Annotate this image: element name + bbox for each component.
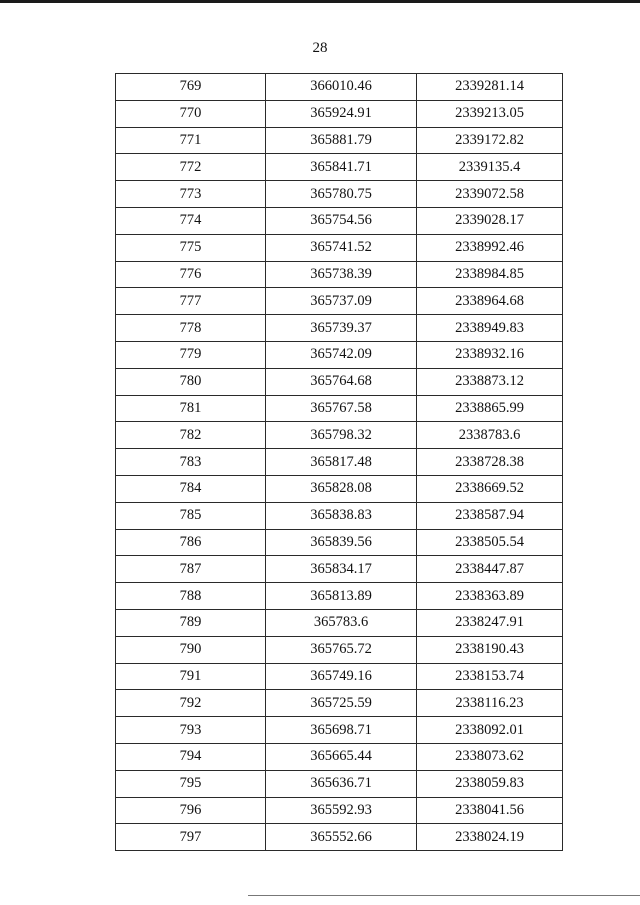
y-coordinate-cell: 2339213.05 — [417, 100, 563, 127]
point-number-cell: 789 — [116, 609, 266, 636]
point-number-cell: 784 — [116, 475, 266, 502]
y-coordinate-cell: 2339172.82 — [417, 127, 563, 154]
table-row — [116, 449, 563, 476]
x-coordinate-cell: 365813.89 — [266, 583, 417, 610]
y-coordinate-cell: 2338984.85 — [417, 261, 563, 288]
point-number-cell: 779 — [116, 341, 266, 368]
point-number-cell: 778 — [116, 315, 266, 342]
coordinate-table-body — [116, 74, 563, 851]
x-coordinate-cell: 365738.39 — [266, 261, 417, 288]
point-number-cell: 791 — [116, 663, 266, 690]
table-row — [116, 583, 563, 610]
y-coordinate-cell: 2339072.58 — [417, 181, 563, 208]
table-row — [116, 717, 563, 744]
point-number-cell: 773 — [116, 181, 266, 208]
y-coordinate-cell: 2338073.62 — [417, 743, 563, 770]
table-row — [116, 127, 563, 154]
x-coordinate-cell: 365765.72 — [266, 636, 417, 663]
y-coordinate-cell: 2338092.01 — [417, 717, 563, 744]
point-number-cell: 775 — [116, 234, 266, 261]
table-row — [116, 154, 563, 181]
table-row — [116, 181, 563, 208]
page-top-edge — [0, 0, 640, 3]
table-row — [116, 690, 563, 717]
y-coordinate-cell: 2338116.23 — [417, 690, 563, 717]
point-number-cell: 790 — [116, 636, 266, 663]
y-coordinate-cell: 2338783.6 — [417, 422, 563, 449]
table-row — [116, 502, 563, 529]
x-coordinate-cell: 365665.44 — [266, 743, 417, 770]
table-row — [116, 609, 563, 636]
y-coordinate-cell: 2338932.16 — [417, 341, 563, 368]
point-number-cell: 787 — [116, 556, 266, 583]
x-coordinate-cell: 365838.83 — [266, 502, 417, 529]
point-number-cell: 795 — [116, 770, 266, 797]
page-bottom-rule — [248, 895, 640, 896]
table-row — [116, 663, 563, 690]
table-row — [116, 315, 563, 342]
table-row — [116, 556, 563, 583]
x-coordinate-cell: 365767.58 — [266, 395, 417, 422]
x-coordinate-cell: 365739.37 — [266, 315, 417, 342]
x-coordinate-cell: 365924.91 — [266, 100, 417, 127]
x-coordinate-cell: 365742.09 — [266, 341, 417, 368]
x-coordinate-cell: 365698.71 — [266, 717, 417, 744]
table-row — [116, 207, 563, 234]
point-number-cell: 788 — [116, 583, 266, 610]
table-row — [116, 743, 563, 770]
y-coordinate-cell: 2338505.54 — [417, 529, 563, 556]
y-coordinate-cell: 2338587.94 — [417, 502, 563, 529]
x-coordinate-cell: 365725.59 — [266, 690, 417, 717]
x-coordinate-cell: 365780.75 — [266, 181, 417, 208]
y-coordinate-cell: 2338247.91 — [417, 609, 563, 636]
y-coordinate-cell: 2338873.12 — [417, 368, 563, 395]
y-coordinate-cell: 2338865.99 — [417, 395, 563, 422]
y-coordinate-cell: 2339028.17 — [417, 207, 563, 234]
point-number-cell: 777 — [116, 288, 266, 315]
table-row — [116, 475, 563, 502]
coordinate-table — [115, 73, 563, 851]
x-coordinate-cell: 365798.32 — [266, 422, 417, 449]
table-row — [116, 234, 563, 261]
x-coordinate-cell: 365764.68 — [266, 368, 417, 395]
point-number-cell: 776 — [116, 261, 266, 288]
y-coordinate-cell: 2338669.52 — [417, 475, 563, 502]
point-number-cell: 792 — [116, 690, 266, 717]
y-coordinate-cell: 2338949.83 — [417, 315, 563, 342]
table-row — [116, 341, 563, 368]
y-coordinate-cell: 2338447.87 — [417, 556, 563, 583]
point-number-cell: 780 — [116, 368, 266, 395]
y-coordinate-cell: 2339281.14 — [417, 74, 563, 101]
point-number-cell: 786 — [116, 529, 266, 556]
point-number-cell: 794 — [116, 743, 266, 770]
x-coordinate-cell: 365552.66 — [266, 824, 417, 851]
table-row — [116, 288, 563, 315]
x-coordinate-cell: 365828.08 — [266, 475, 417, 502]
x-coordinate-cell: 366010.46 — [266, 74, 417, 101]
point-number-cell: 793 — [116, 717, 266, 744]
point-number-cell: 783 — [116, 449, 266, 476]
y-coordinate-cell: 2338728.38 — [417, 449, 563, 476]
point-number-cell: 770 — [116, 100, 266, 127]
y-coordinate-cell: 2338992.46 — [417, 234, 563, 261]
point-number-cell: 769 — [116, 74, 266, 101]
point-number-cell: 796 — [116, 797, 266, 824]
y-coordinate-cell: 2338153.74 — [417, 663, 563, 690]
point-number-cell: 785 — [116, 502, 266, 529]
table-row — [116, 797, 563, 824]
x-coordinate-cell: 365839.56 — [266, 529, 417, 556]
table-row — [116, 100, 563, 127]
x-coordinate-cell: 365841.71 — [266, 154, 417, 181]
y-coordinate-cell: 2338041.56 — [417, 797, 563, 824]
x-coordinate-cell: 365783.6 — [266, 609, 417, 636]
x-coordinate-cell: 365881.79 — [266, 127, 417, 154]
table-row — [116, 395, 563, 422]
y-coordinate-cell: 2338363.89 — [417, 583, 563, 610]
x-coordinate-cell: 365834.17 — [266, 556, 417, 583]
table-row — [116, 261, 563, 288]
point-number-cell: 771 — [116, 127, 266, 154]
y-coordinate-cell: 2338190.43 — [417, 636, 563, 663]
point-number-cell: 772 — [116, 154, 266, 181]
point-number-cell: 774 — [116, 207, 266, 234]
y-coordinate-cell: 2338059.83 — [417, 770, 563, 797]
table-row — [116, 368, 563, 395]
x-coordinate-cell: 365754.56 — [266, 207, 417, 234]
table-row — [116, 529, 563, 556]
x-coordinate-cell: 365741.52 — [266, 234, 417, 261]
table-row — [116, 824, 563, 851]
point-number-cell: 781 — [116, 395, 266, 422]
table-row — [116, 636, 563, 663]
y-coordinate-cell: 2338964.68 — [417, 288, 563, 315]
x-coordinate-cell: 365749.16 — [266, 663, 417, 690]
table-row — [116, 422, 563, 449]
y-coordinate-cell: 2338024.19 — [417, 824, 563, 851]
point-number-cell: 782 — [116, 422, 266, 449]
table-row — [116, 74, 563, 101]
x-coordinate-cell: 365636.71 — [266, 770, 417, 797]
x-coordinate-cell: 365592.93 — [266, 797, 417, 824]
table-row — [116, 770, 563, 797]
y-coordinate-cell: 2339135.4 — [417, 154, 563, 181]
x-coordinate-cell: 365737.09 — [266, 288, 417, 315]
page-number: 28 — [312, 40, 328, 56]
point-number-cell: 797 — [116, 824, 266, 851]
x-coordinate-cell: 365817.48 — [266, 449, 417, 476]
